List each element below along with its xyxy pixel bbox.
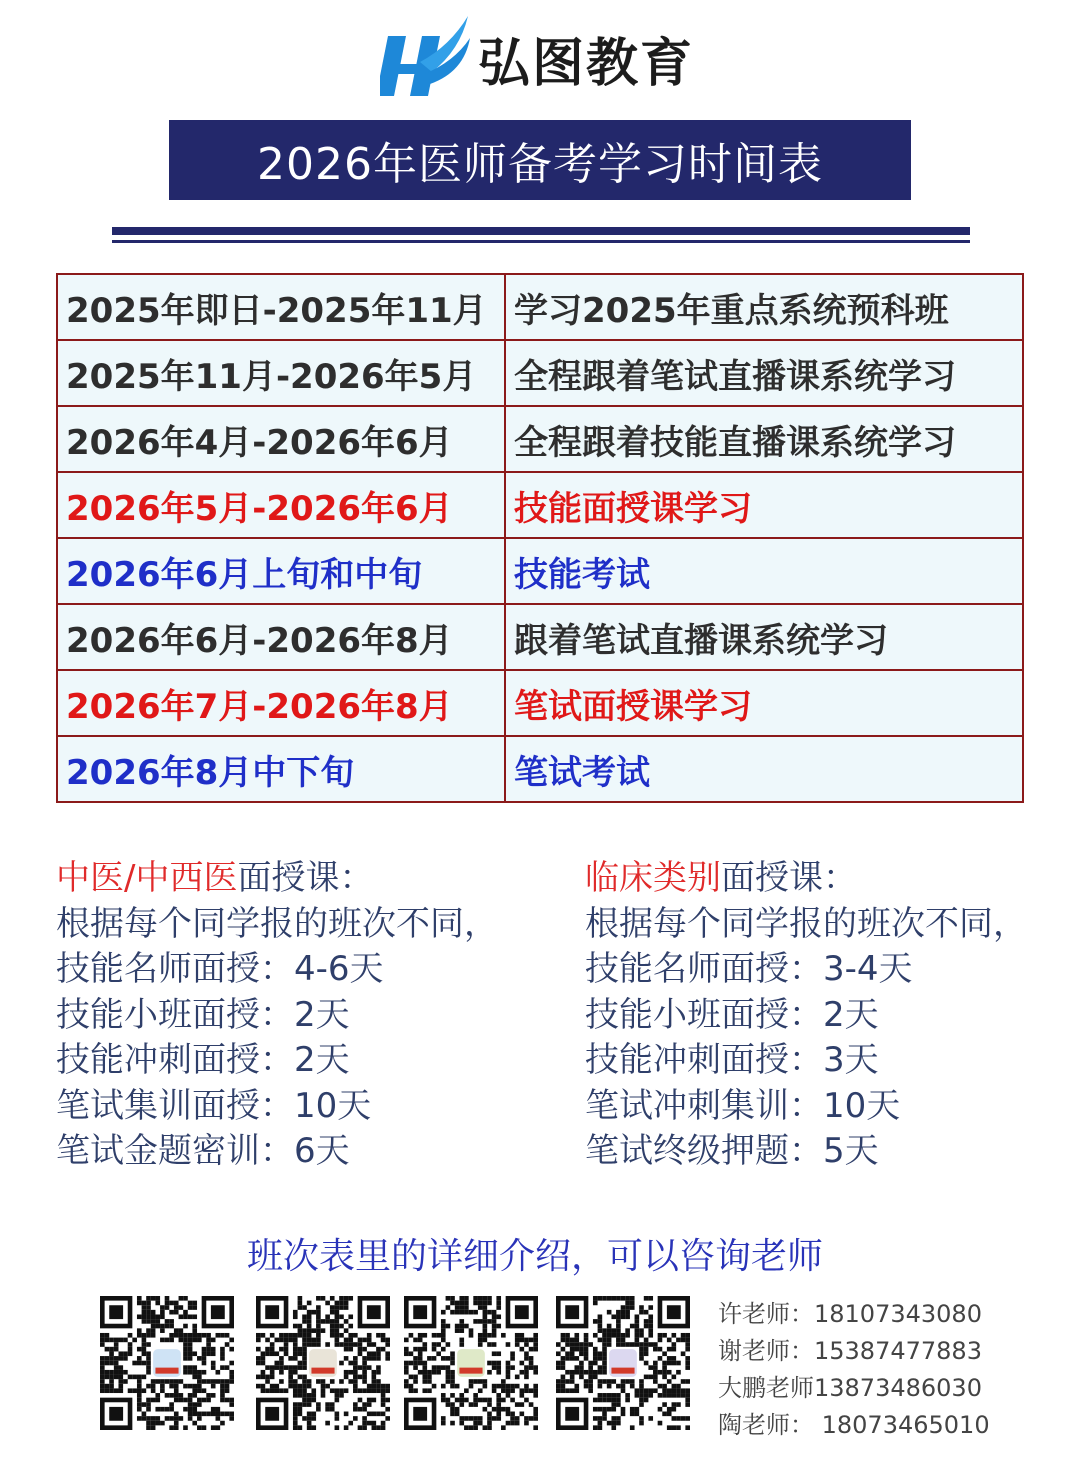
contact-phone: 陶老师： 18073465010 bbox=[718, 1411, 990, 1439]
schedule-activity: 技能考试 bbox=[505, 538, 1023, 604]
brand-name: 弘图教育 bbox=[478, 33, 695, 94]
schedule-row bbox=[57, 604, 1023, 670]
divider-thick bbox=[112, 227, 970, 235]
clinical-note: 根据每个同学报的班次不同， bbox=[585, 903, 1027, 944]
schedule-period: 2026年6月-2026年8月 bbox=[57, 604, 505, 670]
schedule-row bbox=[57, 670, 1023, 736]
logo-icon bbox=[380, 16, 472, 100]
tcm-info bbox=[56, 856, 498, 1175]
schedule-row bbox=[57, 406, 1023, 472]
schedule-period: 2025年11月-2026年5月 bbox=[57, 340, 505, 406]
schedule-period: 2026年4月-2026年6月 bbox=[57, 406, 505, 472]
clinical-item: 笔试终级押题：5天 bbox=[585, 1131, 879, 1171]
qr-code-icon[interactable] bbox=[100, 1296, 234, 1430]
clinical-heading-suffix: 面授课： bbox=[721, 858, 857, 898]
qr-code-icon[interactable] bbox=[256, 1296, 390, 1430]
clinical-item: 技能小班面授：2天 bbox=[585, 994, 879, 1035]
qr-code-icon[interactable] bbox=[404, 1296, 538, 1430]
schedule-row bbox=[57, 538, 1023, 604]
contact-list bbox=[718, 1296, 990, 1444]
schedule-period: 2026年6月上旬和中旬 bbox=[57, 538, 505, 604]
tcm-item: 技能名师面授：4-6天 bbox=[56, 949, 384, 989]
schedule-activity: 笔试面授课学习 bbox=[505, 670, 1023, 736]
clinical-heading bbox=[585, 856, 1027, 902]
clinical-item: 技能名师面授：3-4天 bbox=[585, 949, 913, 989]
schedule-row bbox=[57, 340, 1023, 406]
divider-thin bbox=[112, 240, 970, 243]
schedule-activity: 跟着笔试直播课系统学习 bbox=[505, 604, 1023, 670]
schedule-row bbox=[57, 472, 1023, 538]
tcm-heading bbox=[56, 856, 498, 902]
schedule-activity: 全程跟着技能直播课系统学习 bbox=[505, 406, 1023, 472]
brand-logo bbox=[380, 16, 694, 100]
schedule-period: 2026年7月-2026年8月 bbox=[57, 670, 505, 736]
schedule-activity: 笔试考试 bbox=[505, 736, 1023, 802]
contact-phone: 许老师：18107343080 bbox=[718, 1300, 982, 1328]
tcm-item: 技能冲刺面授：2天 bbox=[56, 1040, 350, 1080]
clinical-info bbox=[585, 856, 1027, 1175]
tcm-note: 根据每个同学报的班次不同， bbox=[56, 903, 498, 944]
schedule-row bbox=[57, 736, 1023, 802]
clinical-item: 笔试冲刺集训：10天 bbox=[585, 1085, 901, 1126]
contact-phone: 谢老师：15387477883 bbox=[718, 1337, 982, 1365]
schedule-activity: 学习2025年重点系统预科班 bbox=[505, 274, 1023, 340]
schedule-activity: 全程跟着笔试直播课系统学习 bbox=[505, 340, 1023, 406]
qr-code-icon[interactable] bbox=[556, 1296, 690, 1430]
schedule-activity: 技能面授课学习 bbox=[505, 472, 1023, 538]
schedule-period: 2026年5月-2026年6月 bbox=[57, 472, 505, 538]
tcm-heading-suffix: 面授课： bbox=[237, 858, 374, 898]
schedule-period: 2026年8月中下旬 bbox=[57, 736, 505, 802]
tcm-item: 技能小班面授：2天 bbox=[56, 994, 350, 1035]
tcm-item: 笔试集训面授：10天 bbox=[56, 1085, 372, 1126]
page-title: 2026年医师备考学习时间表 bbox=[169, 120, 911, 200]
consult-text: 班次表里的详细介绍，可以咨询老师 bbox=[246, 1236, 823, 1277]
contact-phone: 大鹏老师13873486030 bbox=[718, 1374, 982, 1402]
schedule-period: 2025年即日-2025年11月 bbox=[57, 274, 505, 340]
tcm-item: 笔试金题密训：6天 bbox=[56, 1131, 350, 1171]
schedule-table bbox=[56, 273, 1024, 803]
schedule-row bbox=[57, 274, 1023, 340]
clinical-category: 临床类别 bbox=[585, 858, 721, 898]
clinical-item: 技能冲刺面授：3天 bbox=[585, 1040, 879, 1080]
tcm-category: 中医/中西医 bbox=[56, 858, 238, 898]
